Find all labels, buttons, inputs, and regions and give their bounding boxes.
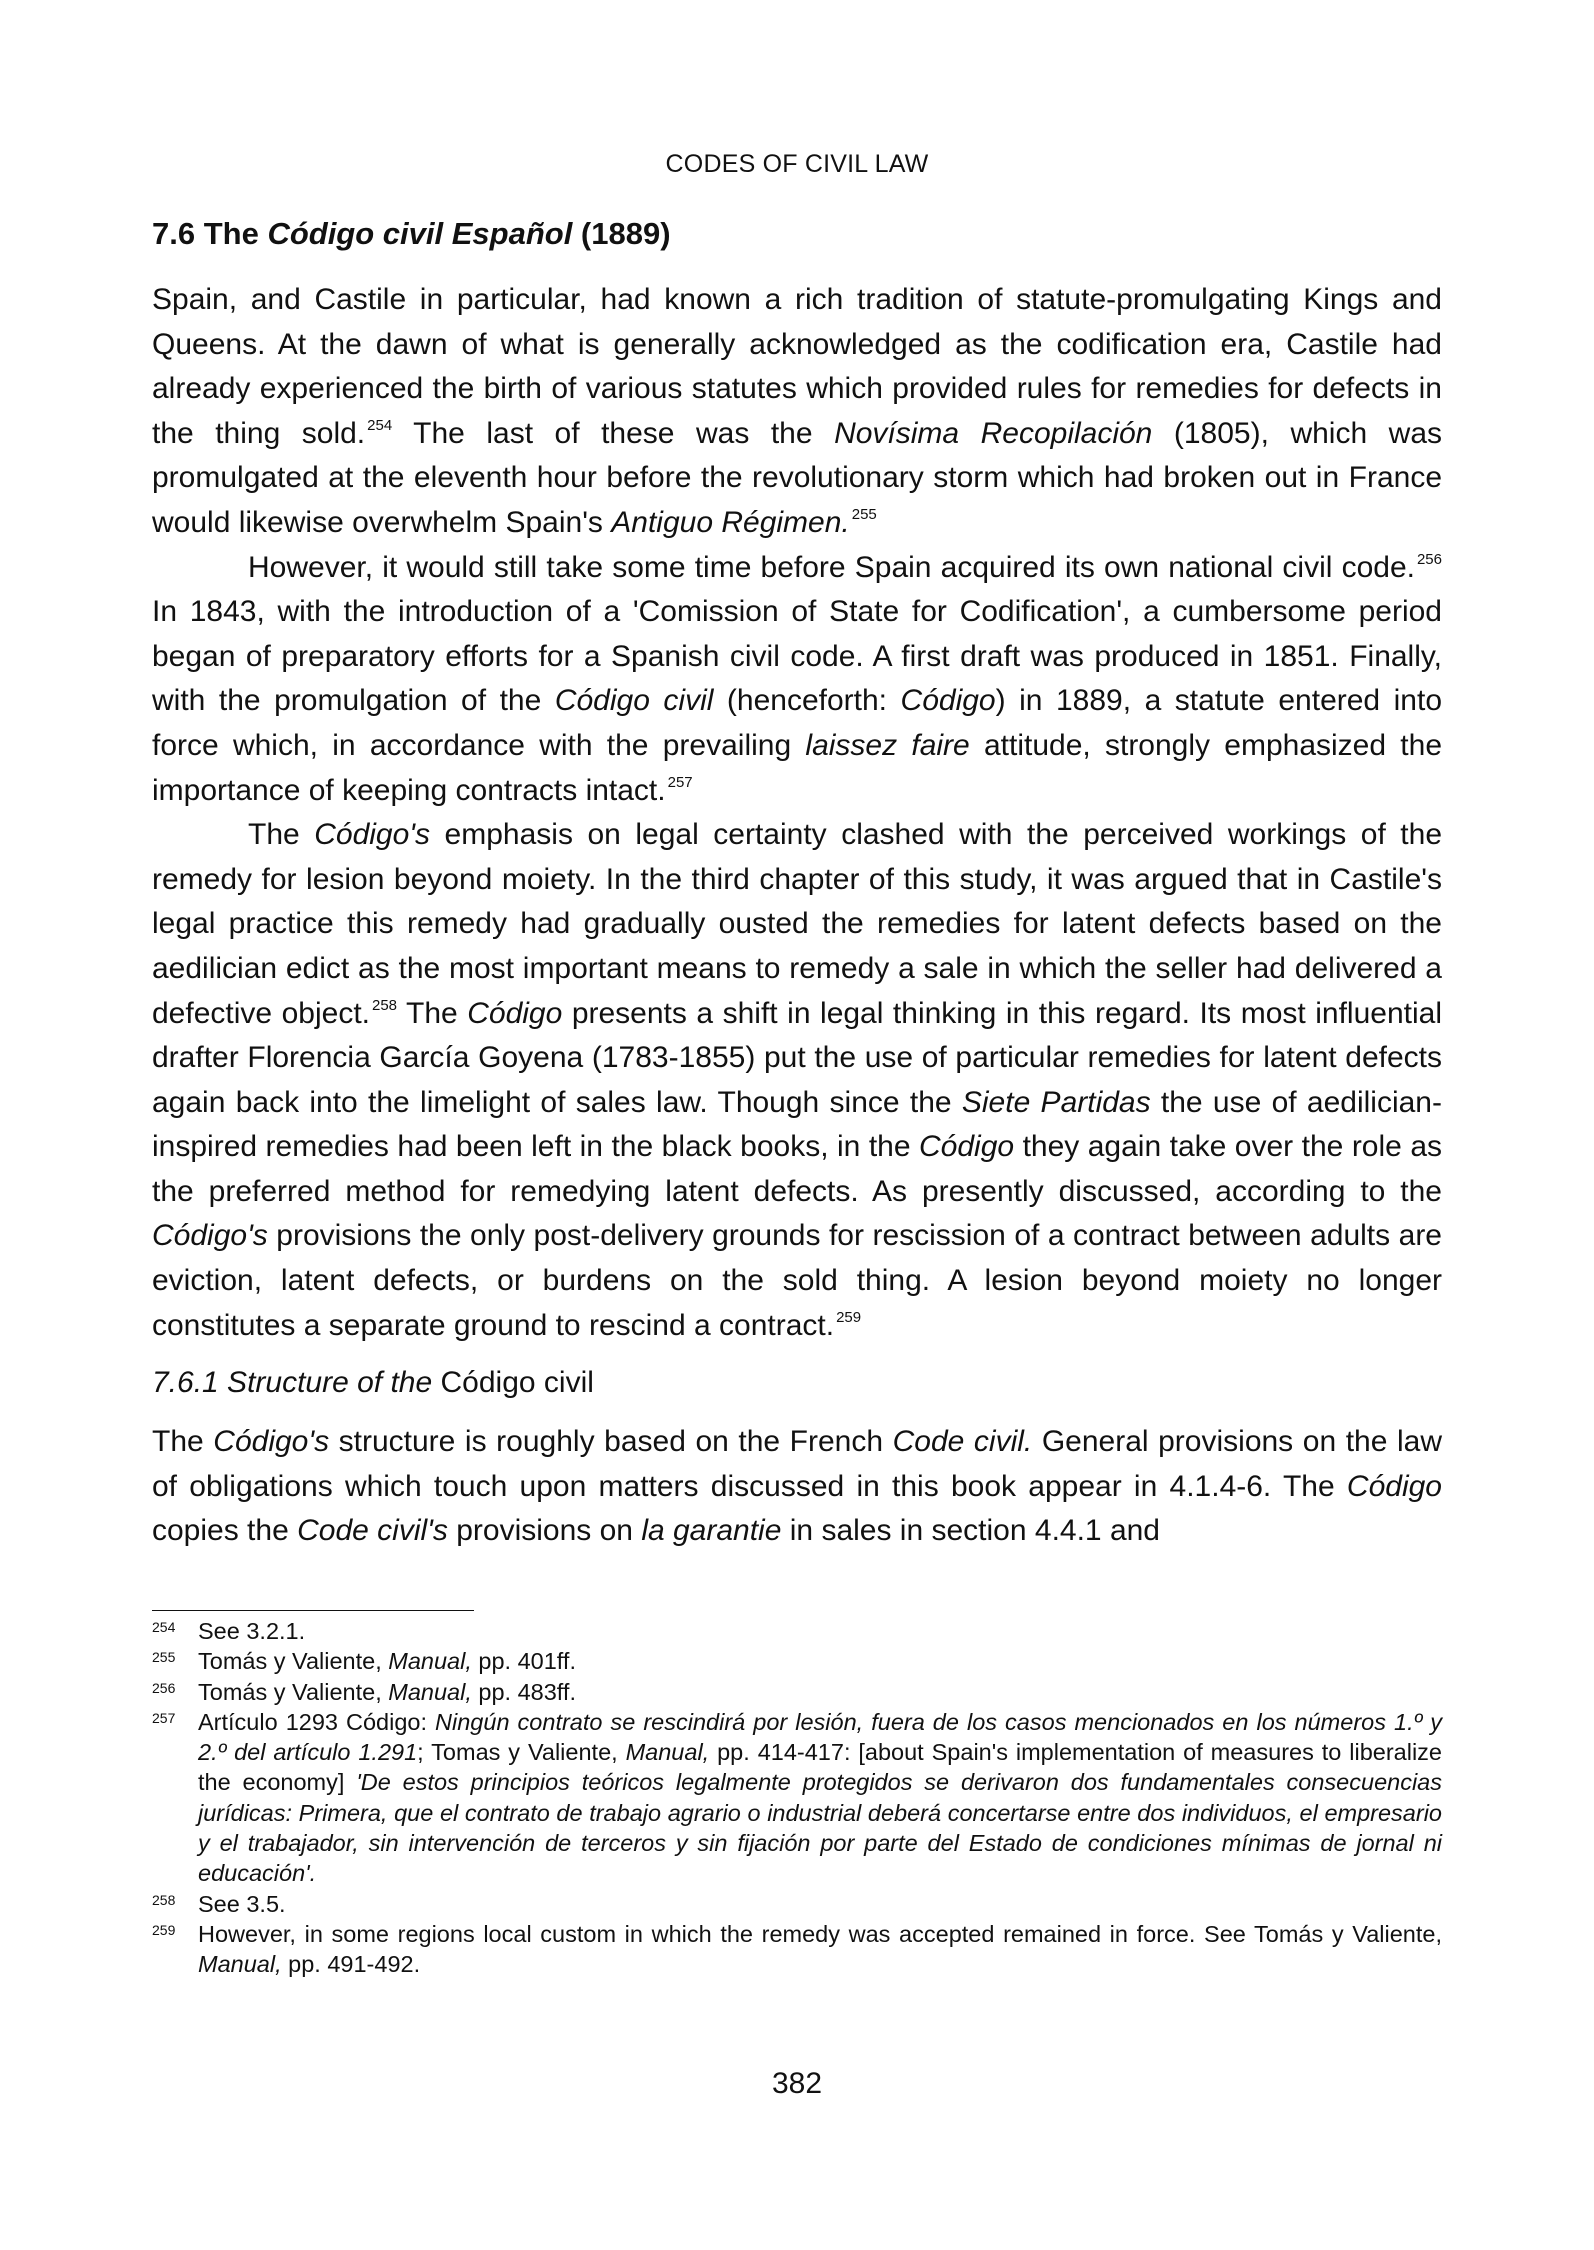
footnote-ref-255[interactable]: 255 [851, 505, 877, 523]
footnote-number: 254 [152, 1619, 176, 1635]
footnote-text: However, in some regions local custom in which the remedy was accepted remained in force. See Tomás y Valiente, Manual, pp. 491-492. [198, 1920, 1442, 1978]
footnote-ref-256[interactable]: 256 [1416, 550, 1442, 568]
paragraph-4: The Código's structure is roughly based on the French Code civil. General provisions on the law of obligations which touch upon matters discussed in this book appear in 4.1.4-6. The Código copies the Code civil's provisions on la garantie in sales in section 4.4.1 and [152, 1425, 1442, 1548]
footnote-text: Tomás y Valiente, Manual, pp. 483ff. [198, 1678, 576, 1705]
footnote-256 [152, 1677, 1442, 1707]
running-header: CODES OF CIVIL LAW [665, 150, 929, 178]
footnote-ref-254[interactable]: 254 [367, 416, 393, 434]
footnote-258 [152, 1889, 1442, 1919]
footnote-number: 255 [152, 1649, 176, 1666]
footnote-ref-257[interactable]: 257 [667, 773, 693, 791]
footnote-number: 259 [152, 1921, 176, 1938]
footnote-ref-259[interactable]: 259 [836, 1308, 862, 1326]
paragraph-1: Spain, and Castile in particular, had known a rich tradition of statute-promulgating Kings and Queens. At the dawn of what is generally acknowledged as the codification era, Castile had already experienced the birth of various statutes which provided rules for remedies for defects in the thing sold. $^{254}$ The last of these was the Novísima Recopilación (1805), which was promulgated at the eleventh hour before the revolutionary storm which had broken out in France would likewise overwhelm Spain's Antiguo Régimen. $^{255}$ [152, 283, 1443, 539]
footnote-ref-258[interactable]: 258 [371, 996, 398, 1014]
page-number: 382 [771, 2067, 823, 2100]
footnotes [152, 1610, 1442, 1980]
subsection-heading: 7.6.1 Structure of the Código civil [152, 1366, 594, 1400]
footnote-number: 256 [152, 1679, 176, 1696]
footnote-text: Tomás y Valiente, Manual, pp. 401ff. [198, 1648, 576, 1675]
footnote-text: Artículo 1293 Código: Ningún contrato se rescindirá por lesión, fuera de los casos mencionados en los números 1.º y 2.º del artículo 1.291; Tomas y Valiente, Manual, pp. 414-417: [about Spain's implementation of measures to liberalize the economy] 'De estos principios teóricos legalmente protegidos se derivaron dos fundamentales consecuencias jurídicas: Primera, que el contrato de trabajo agrario o industrial deberá concertarse entre dos individuos, el empresario y el trabajador, sin intervención de terceros y sin fijación por parte del Estado de condiciones mínimas de jornal ni educación'. [198, 1708, 1443, 1887]
footnote-rule [152, 1610, 474, 1611]
footnote-259 [152, 1919, 1442, 1980]
main-text [152, 212, 1442, 1554]
footnote-number: 257 [152, 1709, 176, 1726]
section-heading: 7.6 The Código civil Español (1889) [152, 216, 671, 251]
footnote-254 [152, 1616, 1442, 1646]
footnote-number: 258 [152, 1891, 176, 1908]
footnote-text: See 3.5. [198, 1890, 286, 1917]
paragraph-2: However, it would still take some time before Spain acquired its own national civil code. $^{256}$ In 1843, with the introduction of a 'Comission of State for Codification', a cumbersome period began of preparatory efforts for a Spanish civil code. A first draft was produced in 1851. Finally, with the promulgation of the Código civil (henceforth: Código) in 1889, a statute entered into force which, in accordance with the prevailing laissez faire attitude, strongly emphasized the importance of keeping contracts intact. $^{257}$ [152, 550, 1443, 807]
footnote-255 [152, 1646, 1442, 1676]
footnote-257 [152, 1707, 1442, 1889]
paragraph-3: The Código's emphasis on legal certainty clashed with the perceived workings of the remedy for lesion beyond moiety. In the third chapter of this study, it was argued that in Castile's legal practice this remedy had gradually ousted the remedies for latent defects based on the aedilician edict as the most important means to remedy a sale in which the seller had delivered a defective object. $^{258}$ The Código presents a shift in legal thinking in this regard. Its most influential drafter Florencia García Goyena (1783-1855) put the use of particular remedies for latent defects again back into the limelight of sales law. Though since the Siete Partidas the use of aedilician-inspired remedies had been left in the black books, in the Código they again take over the role as the preferred method for remedying latent defects. As presently discussed, according to the Código's provisions the only post-delivery grounds for rescission of a contract between adults are eviction, latent defects, or burdens on the sold thing. A lesion beyond moiety no longer constitutes a separate ground to rescind a contract. $^{259}$ [152, 818, 1443, 1342]
footnote-text: See 3.2.1. [198, 1618, 306, 1644]
